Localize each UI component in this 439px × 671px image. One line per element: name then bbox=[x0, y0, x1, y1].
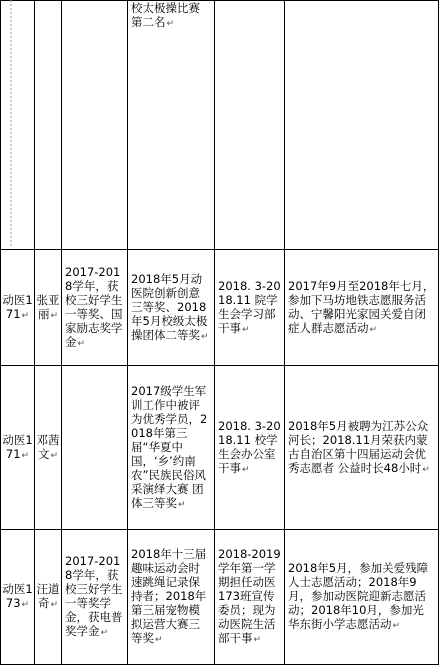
class-cell: 动医171↵ bbox=[1, 366, 35, 530]
table-row bbox=[1, 1, 439, 250]
paragraph-mark-icon: ↵ bbox=[50, 450, 59, 461]
paragraph-mark-icon: ↵ bbox=[155, 635, 163, 645]
name-cell: 张亚丽↵ bbox=[35, 250, 62, 366]
class-cell: 动医171↵ bbox=[1, 250, 35, 366]
paragraph-mark-icon: ↵ bbox=[50, 310, 59, 321]
position-cell: 2018. 3-2018.11 院学生会学习部干事↵ bbox=[215, 250, 285, 366]
paragraph-mark-icon: ↵ bbox=[166, 19, 175, 29]
position-cell bbox=[215, 1, 285, 250]
scholarship-cell bbox=[62, 366, 128, 530]
paragraph-mark-icon: ↵ bbox=[100, 628, 109, 638]
paragraph-mark-icon: ↵ bbox=[21, 600, 30, 610]
paragraph-mark-icon: ↵ bbox=[242, 464, 250, 475]
volunteer-cell bbox=[285, 1, 439, 250]
name-cell bbox=[35, 1, 62, 250]
paragraph-mark-icon: ↵ bbox=[50, 600, 59, 610]
volunteer-cell: 2018年5月，参加关爱残障人士志愿活动；2018年9月，参加动医院迎新志愿活动；2018年10月，参加光华东街小学志愿活动↵ bbox=[285, 530, 439, 665]
paragraph-mark-icon: ↵ bbox=[21, 310, 30, 321]
paragraph-mark-icon: ↵ bbox=[77, 338, 86, 349]
volunteer-cell: 2018年5月被聘为江苏公众河长；2018.11月荣获内蒙古自治区第十四届运动会优秀志愿者 公益时长48小时↵ bbox=[285, 366, 439, 530]
position-cell: 2018. 3-2018.11 校学生会办公室干事↵ bbox=[215, 366, 285, 530]
table-row bbox=[1, 530, 439, 665]
paragraph-mark-icon: ↵ bbox=[178, 499, 186, 510]
paragraph-mark-icon: ↵ bbox=[369, 324, 378, 335]
table-row bbox=[1, 250, 439, 366]
awards-cell: 2018年十三届趣味运动会时速跳绳记录保持者；2018年第三届宠物模拟运营大赛三等奖↵ bbox=[128, 530, 215, 665]
class-cell bbox=[1, 1, 35, 250]
paragraph-mark-icon: ↵ bbox=[392, 621, 401, 631]
paragraph-mark-icon: ↵ bbox=[253, 635, 262, 645]
name-cell: 邓茜文↵ bbox=[35, 366, 62, 530]
awards-cell: 校太极操比赛第二名↵ bbox=[128, 1, 215, 250]
class-cell: 动医173↵ bbox=[1, 530, 35, 665]
paragraph-mark-icon: ↵ bbox=[201, 331, 209, 342]
paragraph-mark-icon: ↵ bbox=[422, 464, 430, 475]
scholarship-cell: 2017-2018学年，获校三好学生一等奖、国家励志奖学金↵ bbox=[62, 250, 128, 366]
position-cell: 2018-2019学年第一学期担任动医173班宣传委员；现为动医院生活部干事↵ bbox=[215, 530, 285, 665]
table-row bbox=[1, 366, 439, 530]
awards-cell: 2018年5月动医院创新创意三等奖、2018年5月校级太极操团体二等奖↵ bbox=[128, 250, 215, 366]
volunteer-cell: 2017年9月至2018年七月，参加下马坊地铁志愿服务活动、宁馨阳光家园关爱自闭症人群志愿活动↵ bbox=[285, 250, 439, 366]
paragraph-mark-icon: ↵ bbox=[21, 450, 30, 461]
scholarship-cell bbox=[62, 1, 128, 250]
scholarship-cell: 2017-2018学年，获校三好学生一等奖学金，获电普奖学金↵ bbox=[62, 530, 128, 665]
paragraph-mark-icon: ↵ bbox=[242, 324, 250, 335]
awards-cell: 2017级学生军训工作中被评为优秀学员，2018年第三届“华夏中国，‘乡’约南农”民族民俗风采演绎大赛 团体三等奖↵ bbox=[128, 366, 215, 530]
name-cell: 汪道奇↵ bbox=[35, 530, 62, 665]
